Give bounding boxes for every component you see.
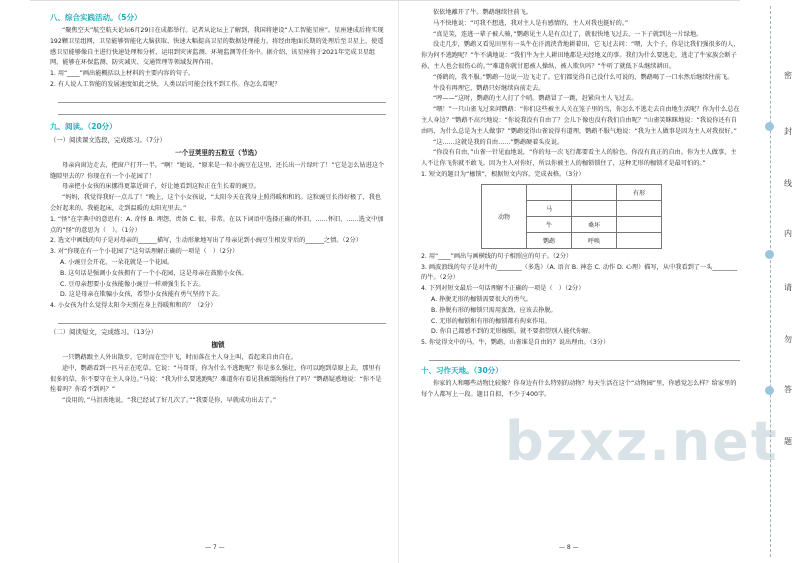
- section-8-passage: “聚焦空天”航空航天论坛6月29日在成都举行。记者从论坛上了解到，我国将建设“人工智能星座”。星座建成后将实现192颗卫星组网，卫星能够智能化大脑获取、快速大幅提高卫星的数据处理能力，将经由地面长期的处理后至卫星上，使遥感卫星能够像自主进行快速处理和分析，运用到灾害监测、环境监测等任务中。据介绍，该星座将于2021年完成卫星组网，能够在环保监测、防灾减灾、交通管理等领域发挥作用。: [50, 27, 384, 67]
- table-cell: 呼唤: [572, 232, 617, 248]
- table-cell[interactable]: [617, 232, 662, 248]
- story-paragraph: “真是笑，连逃一辈子被人骑，”鹦鹉见主人是有点过了，就很快地飞过去，一下子就到达一片绿地。: [433, 30, 703, 38]
- table-cell[interactable]: [617, 216, 662, 232]
- section-9a-subtitle: （一）阅读课文选段，完成练习。（7分）: [50, 135, 166, 144]
- page-number: — 7 —: [205, 544, 225, 551]
- story-paragraph: “喂！”一只山雀飞过来问鹦鹉：“你们这些被主人关在笼子里的鸟，你怎么不逃走去自由地生活呢？你为什么总在主人身边？”鹦鹉不高兴地说：“你说我没有自由了？会儿下像也没有我们自由呢？”山雀笑眯眯地说：“我说你还有自由吗，为什么总是为主人做事？”鹦鹉觉得山雀说得有道理，鹦鹉不服气地说：“我为主人做事是因为主人对我很好。”: [421, 106, 740, 135]
- question-5: 5. 你觉得文中的马，牛，鹦鹉，山雀谁是自由的？说出理由。（3分）: [421, 339, 610, 347]
- section-9a-q1: 1. “怪”在字典中的意思有：A. 奇怪 B. 埋怨，责备 C. 很，非常。在以下词语中选择正确的怀旧、……怀旧、……选文中加点的“怪”的意思为（ ）。（1分）: [50, 215, 384, 234]
- margin-char: 线: [784, 179, 792, 188]
- story-paragraph: 没走几步，鹦鹉又看见田里有一头牛在汗流浃背地耕着田，它飞过去问：“喂，大个子，你是比我们强很多的人，你为何不逃跑呢？”牛不满地说：“我们牛为主人耕田地都是天经地义的事。我们为什么要逃走，逃走了牛家族会断子孙，主人也会很伤心的。”“难道你就甘愿被人操纵，被人欺负吗？”牛听了就低下头继续耕田。: [421, 41, 740, 70]
- section-9b-paragraph: 一只鹦鹉跟主人外出散步，它时而在空中飞，时而落在主人身上叫，看起来自由自在。: [62, 353, 298, 361]
- punch-hole-icon: [765, 386, 774, 395]
- story-paragraph: “孫鹤的，我不服。”鹦鹉一边说一边飞走了。它们都觉得自己没什么可说的，鹦鹉喝了一口水然后继续往前飞。: [433, 73, 734, 81]
- table-cell: [572, 184, 617, 200]
- table-cell-animal: 鹦鹉: [527, 232, 572, 248]
- margin-char: 封: [784, 127, 792, 136]
- shackle-table: [481, 184, 662, 249]
- answer-line[interactable]: [58, 314, 386, 324]
- margin-char: 题: [784, 437, 792, 446]
- margin-char: 勿: [784, 335, 792, 344]
- right-page: [398, 0, 748, 563]
- option-a: A. 挣脱无形的枷锁需要很大的勇气。: [431, 295, 532, 303]
- section-9b-paragraph: “没用的，”马沮丧地说，“我已经试了好几次了。”“我要是你，早就成功出去了。”: [62, 397, 277, 405]
- question-1: 1. 短文的题目为“枷锁”，根据短文内容，完成表格。（3分）: [421, 170, 585, 178]
- option-a: A. 小豌豆会开花，一朵花就是一个花园。: [60, 258, 174, 266]
- left-page: [0, 0, 398, 563]
- section-9a-paragraph: 母亲向窗边走去，把窗户打开一半。“啊！”她说，“原来是一粒小豌豆在这里，还长出一片绿叶了！”它是怎么钻进这个缝隙里去的？你现在有一个小花园了！: [50, 161, 385, 180]
- answer-line[interactable]: [58, 93, 386, 103]
- section-8-q2: 2. 有人说人工智能的发展速度如此之快，人类以后可能会找不到工作。你怎么看呢？: [50, 80, 281, 88]
- option-d: D. 你自己都感不到的无形枷锁，就不要指望别人能代你解。: [431, 328, 595, 336]
- story-paragraph: 牛没有再理它，鹦鹉只好继续向前走去。: [433, 84, 545, 92]
- section-9-title: 九、阅读。（20分）: [50, 121, 117, 131]
- option-b: B. 这句话是强调小女孩拥有了一个小花园，这是母亲在鼓励小女孩。: [60, 269, 248, 277]
- answer-line[interactable]: [58, 105, 386, 115]
- section-9a-q3: 3. 对“你现在有一个小花园了”这句话理解正确的一项是（ ）（2分）: [50, 248, 239, 256]
- punch-hole-icon: [765, 122, 774, 131]
- table-cell-animal: 牛: [527, 216, 572, 232]
- section-9a-q4: 4. 小女孩为什么觉得太阳今天照在身上得暖和和的？（2分）: [50, 302, 217, 310]
- question-4: 4. 下列对短文最后一句话理解不正确的一项是（ ）（2分）: [421, 285, 585, 293]
- story-paragraph: 依依地離开了牛。鹦鹉继续往前飞。: [433, 9, 532, 16]
- section-8-q1: 1. 用“____”画出能概括以上材料的主要内容的句子。: [50, 70, 195, 78]
- table-cell: [527, 184, 572, 200]
- table-cell: 桑坏: [572, 216, 617, 232]
- table-header-animal: 动物: [482, 184, 527, 248]
- page-number: — 8 —: [559, 544, 579, 551]
- section-9a-article-title: 一个豆荚里的五粒豆（节选）: [175, 148, 261, 157]
- table-cell[interactable]: [617, 200, 662, 216]
- table-header-tangible: 有形: [617, 184, 662, 200]
- watermark: bzxz.net: [505, 410, 779, 473]
- story-paragraph: 马不快地说：“可我不想逃，我对主人是有感情的，主人对我也挺好的。”: [433, 19, 629, 27]
- option-b: B. 挣脱有形的枷锁只需用蛮劲，应该去挣脱。: [431, 306, 557, 314]
- question-3: 3. 画波浪线的句子是对牛的________（多选）（A. 语言 B. 神态 C. 动作 D. 心理）描写，从中我看到了一头________的牛。（2分）: [421, 263, 738, 282]
- story-paragraph: “哼——”这时，鹦鹉的主人打了个哨。鹦鹉冒了一跳，赶紧向主人飞过去。: [433, 95, 638, 103]
- seal-line-margin: [748, 0, 800, 563]
- margin-char: 请: [784, 283, 792, 292]
- section-9b-paragraph: 途中，鹦鹉看到一匹马正在吃草。它说：“马哥哥，你为什么不逃跑呢？你是多么强壮，你可以跑到草原上去，那里有很多的草，你不要守在主人身边。”马说：“我为什么要逃跑呢？难道你有看见我被缰绳拴住了吗？”鹦鹉疑惑地说：“你不是拴着吗？你看不到吗？”: [50, 364, 382, 394]
- table-cell-animal: 马: [527, 200, 572, 216]
- table-cell[interactable]: [572, 200, 617, 216]
- margin-char: 内: [784, 229, 792, 238]
- section-9b-subtitle: （二）阅读短文，完成练习。（13分）: [50, 327, 158, 336]
- section-9a-paragraph: “妈妈，我觉得我好一点儿了！”晚上，这个小女孩说，“太阳今天在我身上照得暖和和的。这粒豌豆长得好极了，我也会好起来的。我能起床，走到温暖的太阳光里去。”: [50, 194, 381, 212]
- section-9a-q2: 2. 选文中画线的句子是对母亲的______描写，生动形象地写出了母亲见到小豌豆生根发芽后的______之情。（2分）: [50, 237, 362, 245]
- dashed-seal-line: [770, 6, 771, 557]
- option-c: C. 豆母亲想要小女孩能像小豌豆一样顽强生长下去。: [60, 280, 205, 288]
- answer-line[interactable]: [429, 351, 740, 361]
- option-d: D. 这是母亲在欺骗小女孩，希望小女孩能有勇气坚持下去。: [60, 291, 224, 299]
- section-9b-article-title: 枷锁: [211, 340, 225, 349]
- margin-char: 密: [784, 71, 792, 80]
- punch-hole-icon: [765, 250, 774, 259]
- section-8-title: 八、综合实践活动。（5分）: [50, 13, 142, 22]
- section-10-prompt: 你家的人和哪些动物比较像？你身边有什么特别的动物？每天生活在这个“动物园”里，你感觉怎么样？给家里的每个人都写上一段。题目自拟，不少于400字。: [421, 379, 737, 398]
- section-9a-paragraph: 母亲把小女孩的床挪得更靠近窗子，好让她看到这粒正在生长着的豌豆。: [62, 183, 260, 191]
- story-paragraph: “这……这就是我的自由……”鹦鹉硬着头皮说。: [433, 138, 564, 146]
- section-10-title: 十、习作天地。（30分）: [421, 365, 503, 375]
- option-c: C. 无形的枷锁和有形的枷锁都有拘束作用。: [431, 317, 551, 325]
- margin-char: 答: [784, 385, 792, 394]
- story-paragraph: “你没有自由，”山雀一针见血地说，“你的每一次飞行都要看主人的脸色，你没有真正的自由。你为主人做事，主人不让你飞你就不敢飞。因为主人对你好，所以你被主人的枷锁锁住了，这种无形的枷锁才是最可怕的。”: [421, 149, 737, 168]
- question-2: 2. 用“____”画出与画横线的句子相照应的句子。（2分）: [421, 252, 573, 260]
